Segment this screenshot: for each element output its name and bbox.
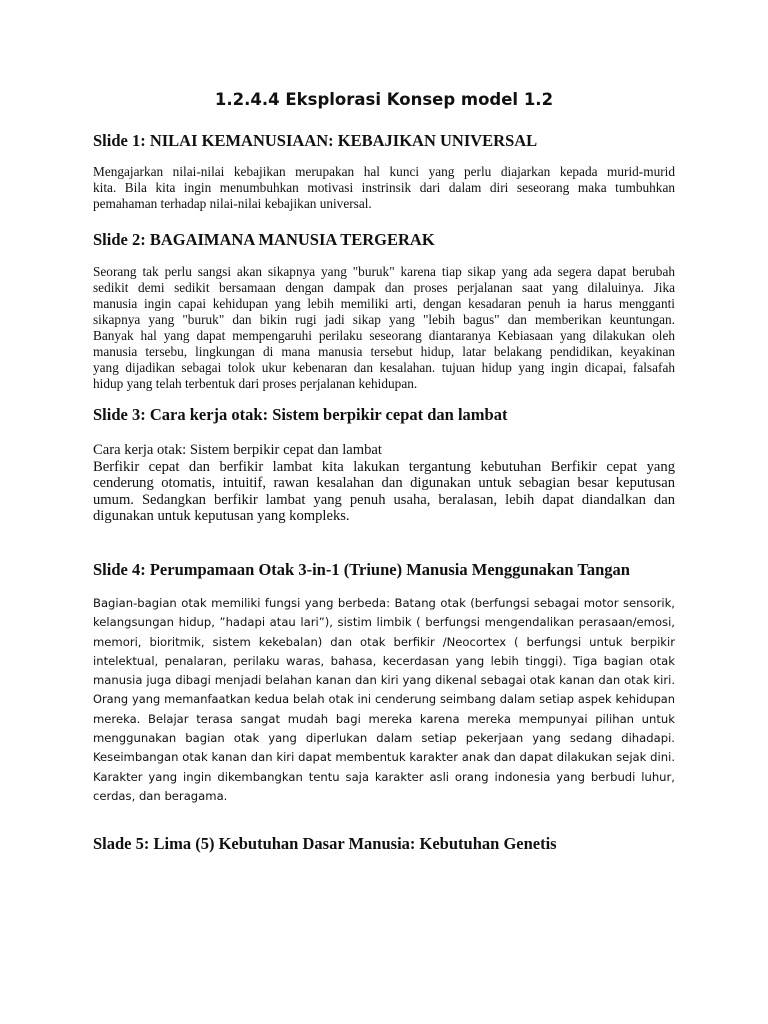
paragraph-line: sikapnya yang "buruk" dan bikin rugi jadi sikap yang "lebih bagus" dan memberikan keuntungan. <box>93 312 675 327</box>
slide-3-paragraph <box>93 442 675 525</box>
paragraph-line: Keseimbangan otak kanan dan kiri dapat membentuk karakter anak dan dapat dilakukan sejak dini. <box>93 750 675 765</box>
paragraph-line: Bagian-bagian otak memiliki fungsi yang berbeda: Batang otak (berfungsi sebagai motor sensorik, <box>93 596 675 610</box>
slide-1-paragraph <box>93 164 675 212</box>
paragraph-line: memori, bioritmik, sistem kekebalan) dan otak berfikir /Neocortex ( berfungsi untuk berpikir <box>93 634 675 649</box>
paragraph-line: intelektual, penalaran, perilaku waras, bahasa, kecerdasan yang lebih tinggi). Tiga bagian otak <box>93 653 675 668</box>
paragraph-line: kelangsungan hidup, ”hadapi atau lari”), sistim limbik ( berfungsi mengendalikan perasaan/emosi, <box>93 615 675 630</box>
paragraph-line: Orang yang memanfaatkan kedua belah otak ini cenderung seimbang dalam setiap aspek kehidupan <box>93 692 675 707</box>
slide-4-heading: Slide 4: Perumpamaan Otak 3-in-1 (Triune) Manusia Menggunakan Tangan <box>93 560 630 579</box>
slide-5-heading: Slade 5: Lima (5) Kebutuhan Dasar Manusia: Kebutuhan Genetis <box>93 834 557 853</box>
paragraph-line: manusia ingin capai kehidupan yang lebih memiliki arti, dengan kesadaran penuh ia harus mengganti <box>93 296 675 311</box>
paragraph-line: cenderung otomatis, intuitif, rawan kesalahan dan digunakan untuk sebagian besar keputusan <box>93 475 675 491</box>
slide-2-paragraph <box>93 264 675 392</box>
paragraph-line: yang dijadikan sebagai tolok ukur kebenaran dan kesalahan. tujuan hidup yang ingin dicapai, falsafah <box>93 360 675 375</box>
paragraph-line: menggunakan bagian otak yang diperlukan dalam setiap pekerjaan yang sedang dihadapi. <box>93 731 675 746</box>
paragraph-line: Seorang tak perlu sangsi akan sikapnya yang "buruk" karena tiap sikap yang ada segera dapat berubah <box>93 264 675 279</box>
slide-3-heading: Slide 3: Cara kerja otak: Sistem berpikir cepat dan lambat <box>93 405 508 424</box>
slide-4-paragraph <box>93 594 675 806</box>
paragraph-line: sedikit demi sedikit bersamaan dengan dampak dan proses perjalanan saat yang dilaluinya. Jika <box>93 280 675 295</box>
paragraph-line: manusia tersebu, lingkungan di mana manusia tersebut hidup, latar belakang pendidikan, keyakinan <box>93 344 675 359</box>
paragraph-line: umum. Sedangkan berfikir lambat yang penuh usaha, beralasan, lebih dapat diandalkan dan <box>93 491 675 508</box>
paragraph-line: Banyak hal yang dapat mempengaruhi perilaku seseorang diantaranya Kebiasaan yang dilakukan oleh <box>93 328 675 343</box>
paragraph-line: pemahaman terhadap nilai-nilai kebajikan universal. <box>93 196 372 211</box>
paragraph-line: Berfikir cepat dan berfikir lambat kita lakukan tergantung kebutuhan Berfikir cepat yang <box>93 458 675 475</box>
slide-1-heading: Slide 1: NILAI KEMANUSIAAN: KEBAJIKAN UNIVERSAL <box>93 131 538 150</box>
slide-3-subheading: Cara kerja otak: Sistem berpikir cepat dan lambat <box>93 442 382 458</box>
paragraph-line: digunakan untuk keputusan yang kompleks. <box>93 508 350 524</box>
slide-2-heading: Slide 2: BAGAIMANA MANUSIA TERGERAK <box>93 230 435 249</box>
paragraph-line: Karakter yang ingin dikembangkan tentu saja karakter asli orang indonesia yang berbudi luhur, <box>93 769 675 784</box>
paragraph-line: kita. Bila kita ingin menumbuhkan motivasi instrinsik dari dalam diri seseorang maka tumbuhkan <box>93 180 675 195</box>
paragraph-line: cerdas, dan beragama. <box>93 788 228 803</box>
paragraph-line: mereka. Belajar terasa sangat mudah bagi mereka karena mereka mempunyai pilihan untuk <box>93 711 675 726</box>
document-title: 1.2.4.4 Eksplorasi Konsep model 1.2 <box>214 90 554 109</box>
paragraph-line: Mengajarkan nilai-nilai kebajikan merupakan hal kunci yang perlu diajarkan kepada murid-murid <box>93 164 675 179</box>
paragraph-line: manusia juga dibagi menjadi belahan kanan dan kiri yang dikenal sebagai otak kanan dan otak kiri. <box>93 673 675 688</box>
paragraph-line: hidup yang telah terbentuk dari proses perjalanan kehidupan. <box>93 376 418 391</box>
